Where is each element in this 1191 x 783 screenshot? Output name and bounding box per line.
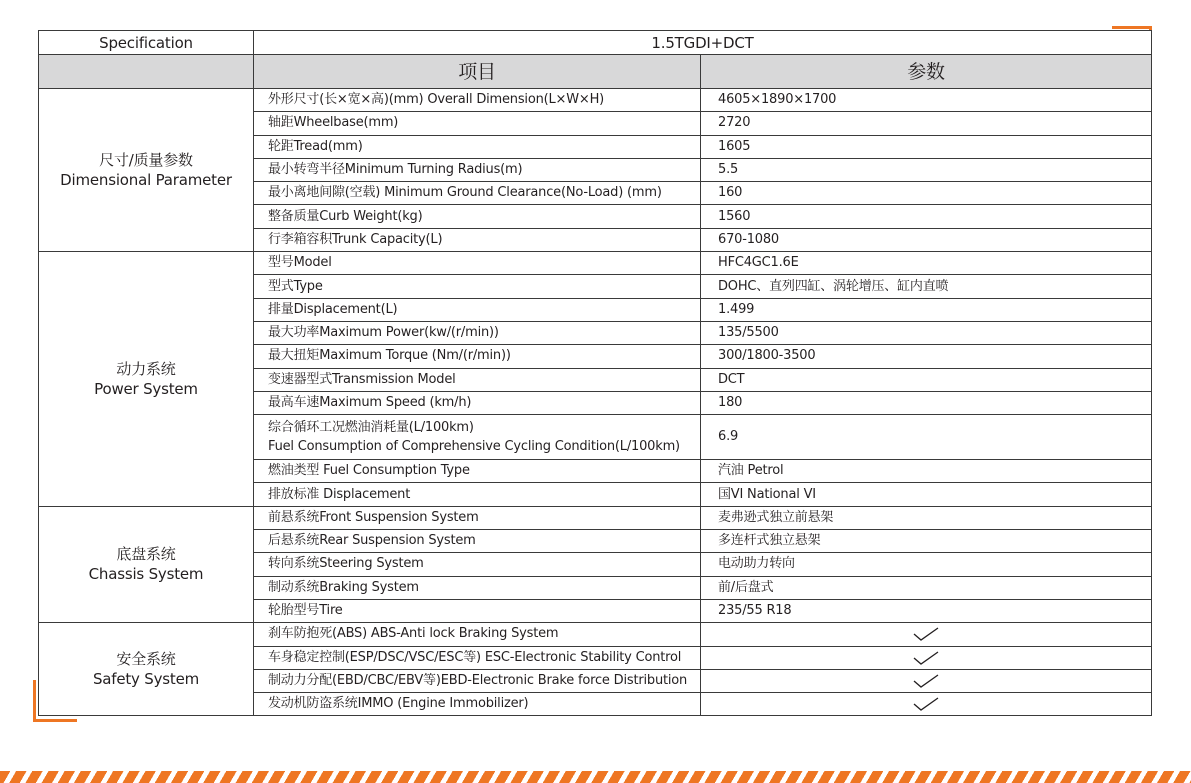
category-cell <box>39 623 254 716</box>
item-cell: 排量Displacement(L) <box>254 298 701 321</box>
item-cell: 整备质量Curb Weight(kg) <box>254 205 701 228</box>
category-name-cn: 尺寸/质量参数 <box>99 151 193 170</box>
item-cell: 刹车防抱死(ABS) ABS-Anti lock Braking System <box>254 623 701 646</box>
category-name-cn: 底盘系统 <box>116 545 176 564</box>
item-cell: 后悬系统Rear Suspension System <box>254 530 701 553</box>
value-cell: 汽油 Petrol <box>701 460 1152 483</box>
column-header-row <box>39 55 1152 89</box>
item-cell: 车身稳定控制(ESP/DSC/VSC/ESC等) ESC-Electronic Stability Control <box>254 646 701 669</box>
value-cell: DCT <box>701 368 1152 391</box>
item-cell: 燃油类型 Fuel Consumption Type <box>254 460 701 483</box>
item-cell: 轮距Tread(mm) <box>254 135 701 158</box>
table-row <box>39 89 1152 112</box>
item-cell: 最小转弯半径Minimum Turning Radius(m) <box>254 158 701 181</box>
value-cell: 300/1800-3500 <box>701 345 1152 368</box>
category-cell <box>39 506 254 622</box>
value-cell: 多连杆式独立悬架 <box>701 530 1152 553</box>
value-cell: 135/5500 <box>701 321 1152 344</box>
item-text-line1: 综合循环工况燃油消耗量(L/100km) <box>268 420 474 436</box>
model-label: 1.5TGDI+DCT <box>254 31 1152 55</box>
check-icon <box>701 646 1152 669</box>
value-cell: 180 <box>701 391 1152 414</box>
column-header-blank <box>39 55 254 89</box>
bottom-stripe-decoration <box>0 771 1191 783</box>
item-cell: 发动机防盗系统IMMO (Engine Immobilizer) <box>254 693 701 716</box>
item-cell: 转向系统Steering System <box>254 553 701 576</box>
column-header-item: 项目 <box>254 55 701 89</box>
value-cell: 4605×1890×1700 <box>701 89 1152 112</box>
check-mark-icon <box>913 627 939 641</box>
category-name-en: Power System <box>94 379 198 398</box>
item-cell <box>254 415 701 460</box>
value-cell: 235/55 R18 <box>701 599 1152 622</box>
value-cell: 国VI National VI <box>701 483 1152 506</box>
check-mark-icon <box>913 651 939 665</box>
item-cell: 型号Model <box>254 252 701 275</box>
item-cell: 制动力分配(EBD/CBC/EBV等)EBD-Electronic Brake force Distribution <box>254 669 701 692</box>
spec-label: Specification <box>39 31 254 55</box>
value-cell: 1560 <box>701 205 1152 228</box>
value-cell: 麦弗逊式独立前悬架 <box>701 506 1152 529</box>
item-cell: 变速器型式Transmission Model <box>254 368 701 391</box>
item-cell: 轴距Wheelbase(mm) <box>254 112 701 135</box>
item-text-line2: Fuel Consumption of Comprehensive Cycling Condition(L/100km) <box>268 439 680 455</box>
item-cell: 排放标准 Displacement <box>254 483 701 506</box>
check-mark-icon <box>913 674 939 688</box>
table-row <box>39 506 1152 529</box>
item-cell: 最小离地间隙(空载) Minimum Ground Clearance(No-Load) (mm) <box>254 182 701 205</box>
value-cell: 1.499 <box>701 298 1152 321</box>
value-cell: 670-1080 <box>701 228 1152 251</box>
category-name-en: Chassis System <box>88 565 204 584</box>
item-cell: 轮胎型号Tire <box>254 599 701 622</box>
specification-table <box>38 30 1152 716</box>
item-cell: 型式Type <box>254 275 701 298</box>
value-cell: 前/后盘式 <box>701 576 1152 599</box>
category-cell <box>39 252 254 507</box>
item-cell: 行李箱容积Trunk Capacity(L) <box>254 228 701 251</box>
check-mark-icon <box>913 697 939 711</box>
value-cell: 5.5 <box>701 158 1152 181</box>
spec-header-row <box>39 31 1152 55</box>
value-cell: 电动助力转向 <box>701 553 1152 576</box>
item-cell: 制动系统Braking System <box>254 576 701 599</box>
value-cell: 1605 <box>701 135 1152 158</box>
value-cell: 2720 <box>701 112 1152 135</box>
category-name-en: Safety System <box>92 670 200 689</box>
category-name-en: Dimensional Parameter <box>60 171 232 190</box>
item-cell: 前悬系统Front Suspension System <box>254 506 701 529</box>
check-icon <box>701 623 1152 646</box>
category-cell <box>39 89 254 252</box>
category-name-cn: 动力系统 <box>116 359 176 378</box>
item-cell: 最大扭矩Maximum Torque (Nm/(r/min)) <box>254 345 701 368</box>
value-cell: 160 <box>701 182 1152 205</box>
category-name-cn: 安全系统 <box>116 650 176 669</box>
column-header-param: 参数 <box>701 55 1152 89</box>
item-cell: 最大功率Maximum Power(kw/(r/min)) <box>254 321 701 344</box>
check-icon <box>701 693 1152 716</box>
item-cell: 外形尺寸(长×宽×高)(mm) Overall Dimension(L×W×H) <box>254 89 701 112</box>
table-row <box>39 623 1152 646</box>
check-icon <box>701 669 1152 692</box>
table-row <box>39 252 1152 275</box>
value-cell: 6.9 <box>701 415 1152 460</box>
item-cell: 最高车速Maximum Speed (km/h) <box>254 391 701 414</box>
value-cell: HFC4GC1.6E <box>701 252 1152 275</box>
value-cell: DOHC、直列四缸、涡轮增压、缸内直喷 <box>701 275 1152 298</box>
